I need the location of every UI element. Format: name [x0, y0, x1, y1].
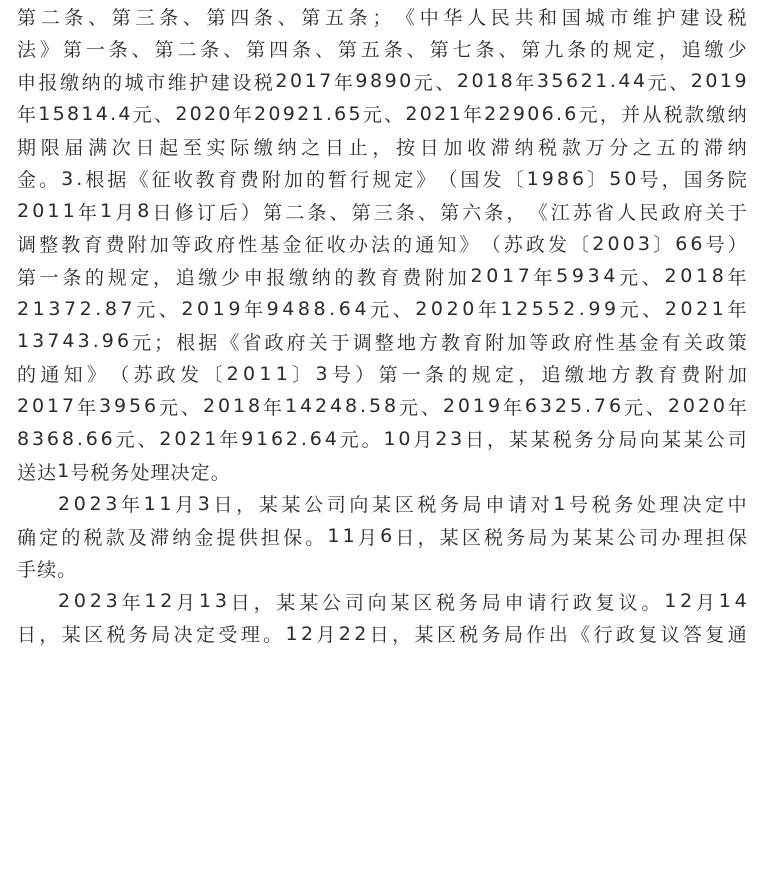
- text-line: 法 》 第 一 条 、 第 二 条 、 第 四 条 、 第 五 条 、 第 七 条 、 第 九 条 的 规 定 ， 追 缴 少: [17, 39, 747, 62]
- text-line: 金 。 3 . 根 据 《 征 收 教 育 费 附 加 的 暂 行 规 定 》 （ 国 发 〔 1 9 8 6 〕 5 0 号 ， 国 务 院: [17, 167, 747, 192]
- text-line: 确 定 的 税 款 及 滞 纳 金 提 供 担 保 。 1 1 月 6 日 ， 某 区 税 务 局 为 某 某 公 司 办 理 担 保: [17, 525, 747, 549]
- paragraph-tax-recovery: [17, 0, 747, 488]
- text-line: 第 二 条 、 第 三 条 、 第 四 条 、 第 五 条 ； 《 中 华 人 民 共 和 国 城 市 维 护 建 设 税: [17, 6, 747, 29]
- text-line: 1 3 7 4 3 . 9 6 元 ； 根 据 《 省 政 府 关 于 调 整 地 方 教 育 附 加 等 政 府 性 基 金 有 关 政 策: [17, 330, 747, 354]
- text-line: 手 续 。: [17, 559, 77, 582]
- text-line: 期 限 届 满 次 日 起 至 实 际 缴 纳 之 日 止 ， 按 日 加 收 滞 纳 税 款 万 分 之 五 的 滞 纳: [17, 136, 747, 159]
- paragraph-guarantee: [17, 488, 747, 586]
- paragraph-review: [17, 585, 747, 650]
- text-line: 2 1 3 7 2 . 8 7 元 、 2 0 1 9 年 9 4 8 8 . 6 4 元 、 2 0 2 0 年 1 2 5 5 2 . 9 9 元 、 2 0 2 1 年: [17, 297, 747, 322]
- text-line: 2 0 1 7 年 3 9 5 6 元 、 2 0 1 8 年 1 4 2 4 8 . 5 8 元 、 2 0 1 9 年 6 3 2 5 . 7 6 元 、 2 0 2 0 年: [17, 395, 747, 419]
- text-line: 2 0 2 3 年 1 2 月 1 3 日 ， 某 某 公 司 向 某 区 税 务 局 申 请 行 政 复 议 。 1 2 月 1 4: [58, 590, 747, 614]
- text-line: 年 1 5 8 1 4 . 4 元 、 2 0 2 0 年 2 0 9 2 1 . 6 5 元 、 2 0 2 1 年 2 2 9 0 6 . 6 元 ， 并 从 税 款 缴 纳: [17, 102, 747, 127]
- text-line: 2 0 2 3 年 1 1 月 3 日 ， 某 某 公 司 向 某 区 税 务 局 申 请 对 1 号 税 务 处 理 决 定 中: [58, 492, 747, 517]
- text-line: 第 一 条 的 规 定 ， 追 缴 少 申 报 缴 纳 的 教 育 费 附 加 2 0 1 7 年 5 9 3 4 元 、 2 0 1 8 年: [17, 265, 747, 289]
- text-line: 送 达 1 号 税 务 处 理 决 定 。: [17, 460, 230, 484]
- text-line: 日 ， 某 区 税 务 局 决 定 受 理 。 1 2 月 2 2 日 ， 某 区 税 务 局 作 出 《 行 政 复 议 答 复 通: [17, 622, 747, 647]
- text-line: 的 通 知 》 （ 苏 政 发 〔 2 0 1 1 〕 3 号 ） 第 一 条 的 规 定 ， 追 缴 地 方 教 育 费 附 加: [17, 362, 747, 387]
- text-line: 申 报 缴 纳 的 城 市 维 护 建 设 税 2 0 1 7 年 9 8 9 0 元 、 2 0 1 8 年 3 5 6 2 1 . 4 4 元 、 2 0 1 9: [17, 70, 747, 94]
- text-line: 8 3 6 8 . 6 6 元 、 2 0 2 1 年 9 1 6 2 . 6 4 元 。 1 0 月 2 3 日 ， 某 某 税 务 分 局 向 某 某 公 司: [17, 427, 747, 452]
- text-line: 调 整 教 育 费 附 加 等 政 府 性 基 金 征 收 办 法 的 通 知 》 （ 苏 政 发 〔 2 0 0 3 〕 6 6 号 ）: [17, 232, 747, 257]
- text-line: 2 0 1 1 年 1 月 8 日 修 订 后 ） 第 二 条 、 第 三 条 、 第 六 条 ， 《 江 苏 省 人 民 政 府 关 于: [17, 200, 747, 224]
- document-body: [17, 0, 747, 650]
